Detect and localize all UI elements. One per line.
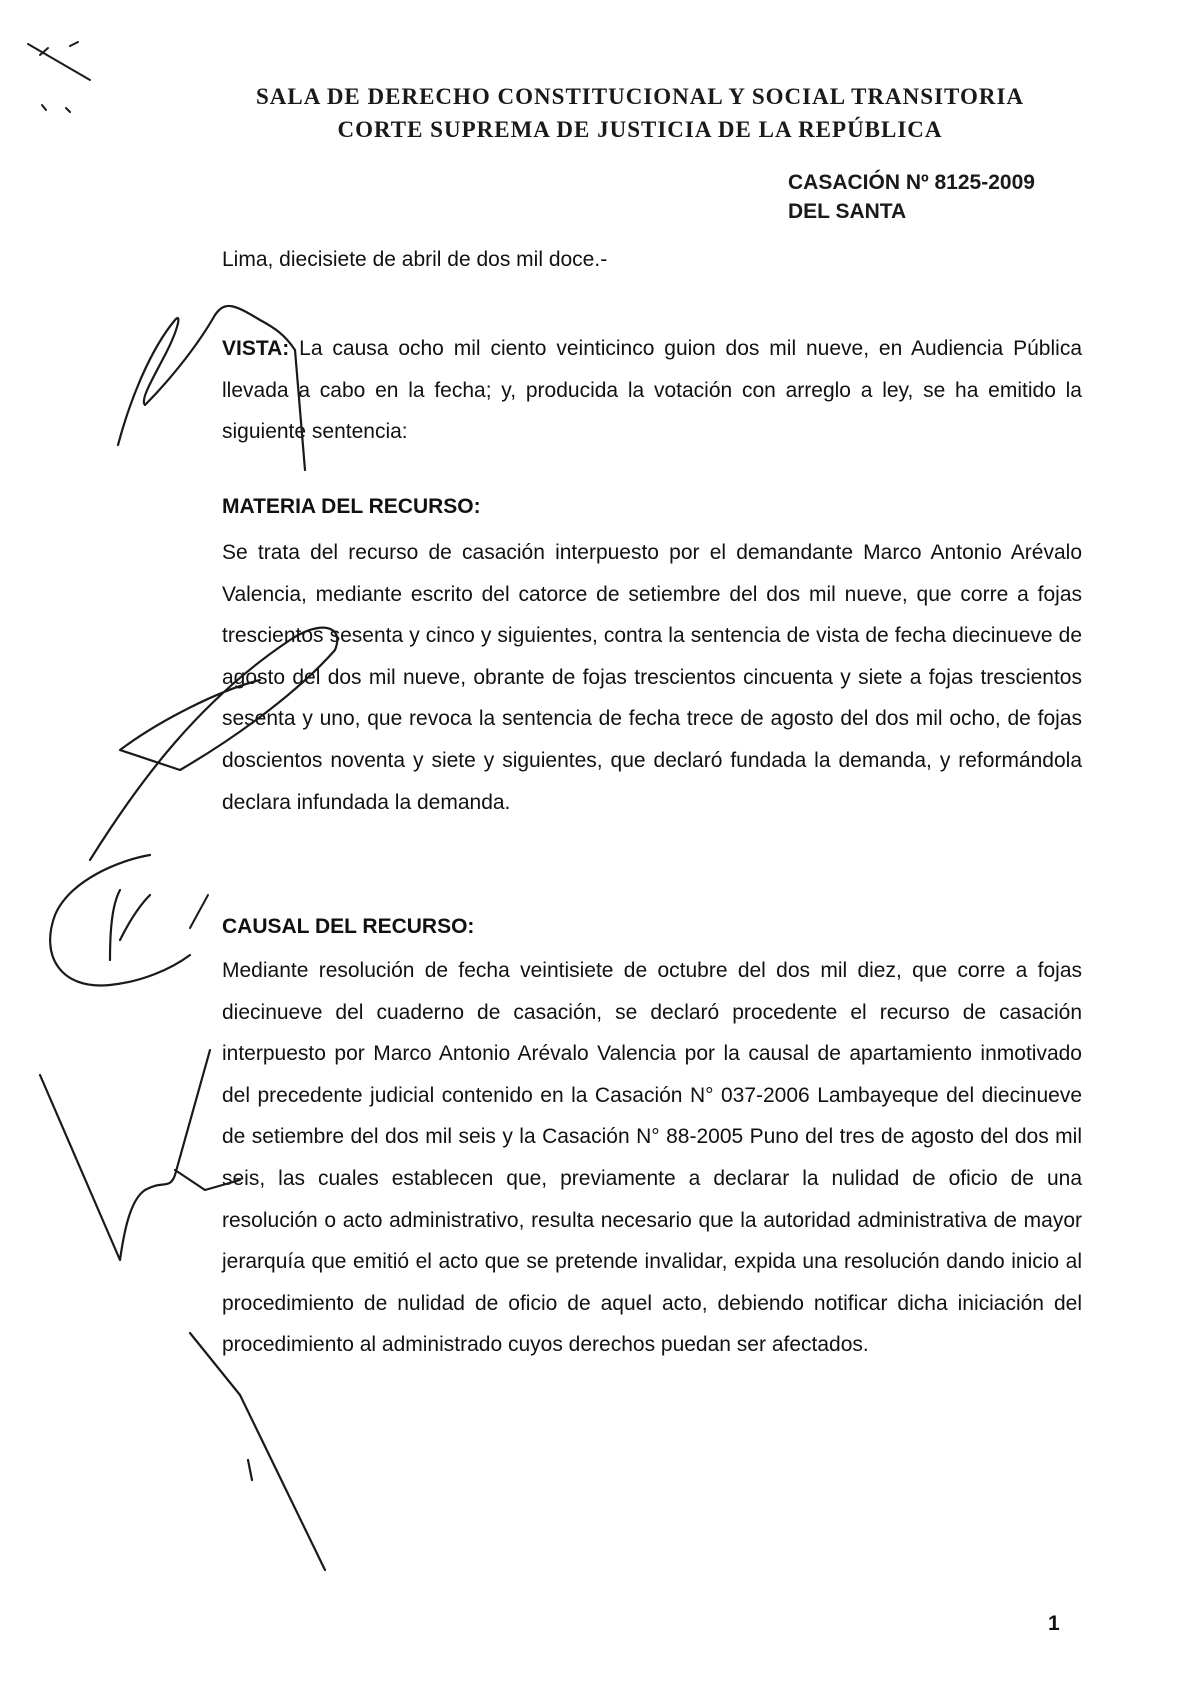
court-header: [150, 80, 1130, 146]
signature-3: [50, 855, 190, 985]
case-district: DEL SANTA: [788, 200, 907, 223]
materia-paragraph: Se trata del recurso de casación interpuesto por el demandante Marco Antonio Arévalo Valencia, mediante escrito del catorce de setiembre del dos mil nueve, que corre a fojas trescientos sesenta y cinco y siguientes, contra la sentencia de vista de fecha diecinueve de agosto del dos mil nueve, obrante de fojas trescientos cincuenta y siete a fojas trescientos sesenta y uno, que revoca la sentencia de fecha trece de agosto del dos mil ocho, de fojas doscientos noventa y siete y siguientes, que declaró fundada la demanda, y reformándola declara infundada la demanda.: [222, 541, 1082, 814]
signature-4: [40, 1050, 240, 1260]
signature-5: [190, 1333, 325, 1570]
corner-mark: [28, 42, 90, 112]
vista-lead: VISTA:: [222, 337, 290, 360]
causal-paragraph: Mediante resolución de fecha veintisiete de octubre del dos mil diez, que corre a fojas diecinueve del cuaderno de casación, se declaró procedente el recurso de casación interpuesto por Marco Antonio Arévalo Valencia por la causal de apartamiento inmotivado del precedente judicial contenido en la Casación N° 037-2006 Lambayeque del diecinueve de setiembre del dos mil seis y la Casación N° 88-2005 Puno del tres de agosto del dos mil seis, las cuales establecen que, previamente a declarar la nulidad de oficio de una resolución o acto administrativo, resulta necesario que la autoridad administrativa de mayor jerarquía que emitió el acto que se pretende invalidar, expida una resolución dando inicio al procedimiento de nulidad de oficio de aquel acto, debiendo notificar dicha iniciación del procedimiento al administrado cuyos derechos puedan ser afectados.: [222, 959, 1082, 1357]
court-header-line-1: SALA DE DERECHO CONSTITUCIONAL Y SOCIAL TRANSITORIA: [255, 84, 1025, 109]
date-line: Lima, diecisiete de abril de dos mil doce.-: [222, 248, 608, 271]
case-number: CASACIÓN Nº 8125-2009: [788, 171, 1035, 194]
causal-heading: CAUSAL DEL RECURSO:: [222, 915, 475, 938]
signature-3-tick: [190, 895, 208, 928]
materia-heading: MATERIA DEL RECURSO:: [222, 495, 481, 518]
court-header-line-2: CORTE SUPREMA DE JUSTICIA DE LA REPÚBLICA: [337, 117, 943, 142]
case-reference: [788, 168, 1035, 226]
vista-paragraph: [222, 328, 1082, 453]
page-number: 1: [1048, 1612, 1060, 1635]
vista-text: La causa ocho mil ciento veinticinco guion dos mil nueve, en Audiencia Pública llevada a cabo en la fecha; y, producida la votación con arreglo a ley, se ha emitido la siguiente sentencia:: [222, 337, 1082, 444]
